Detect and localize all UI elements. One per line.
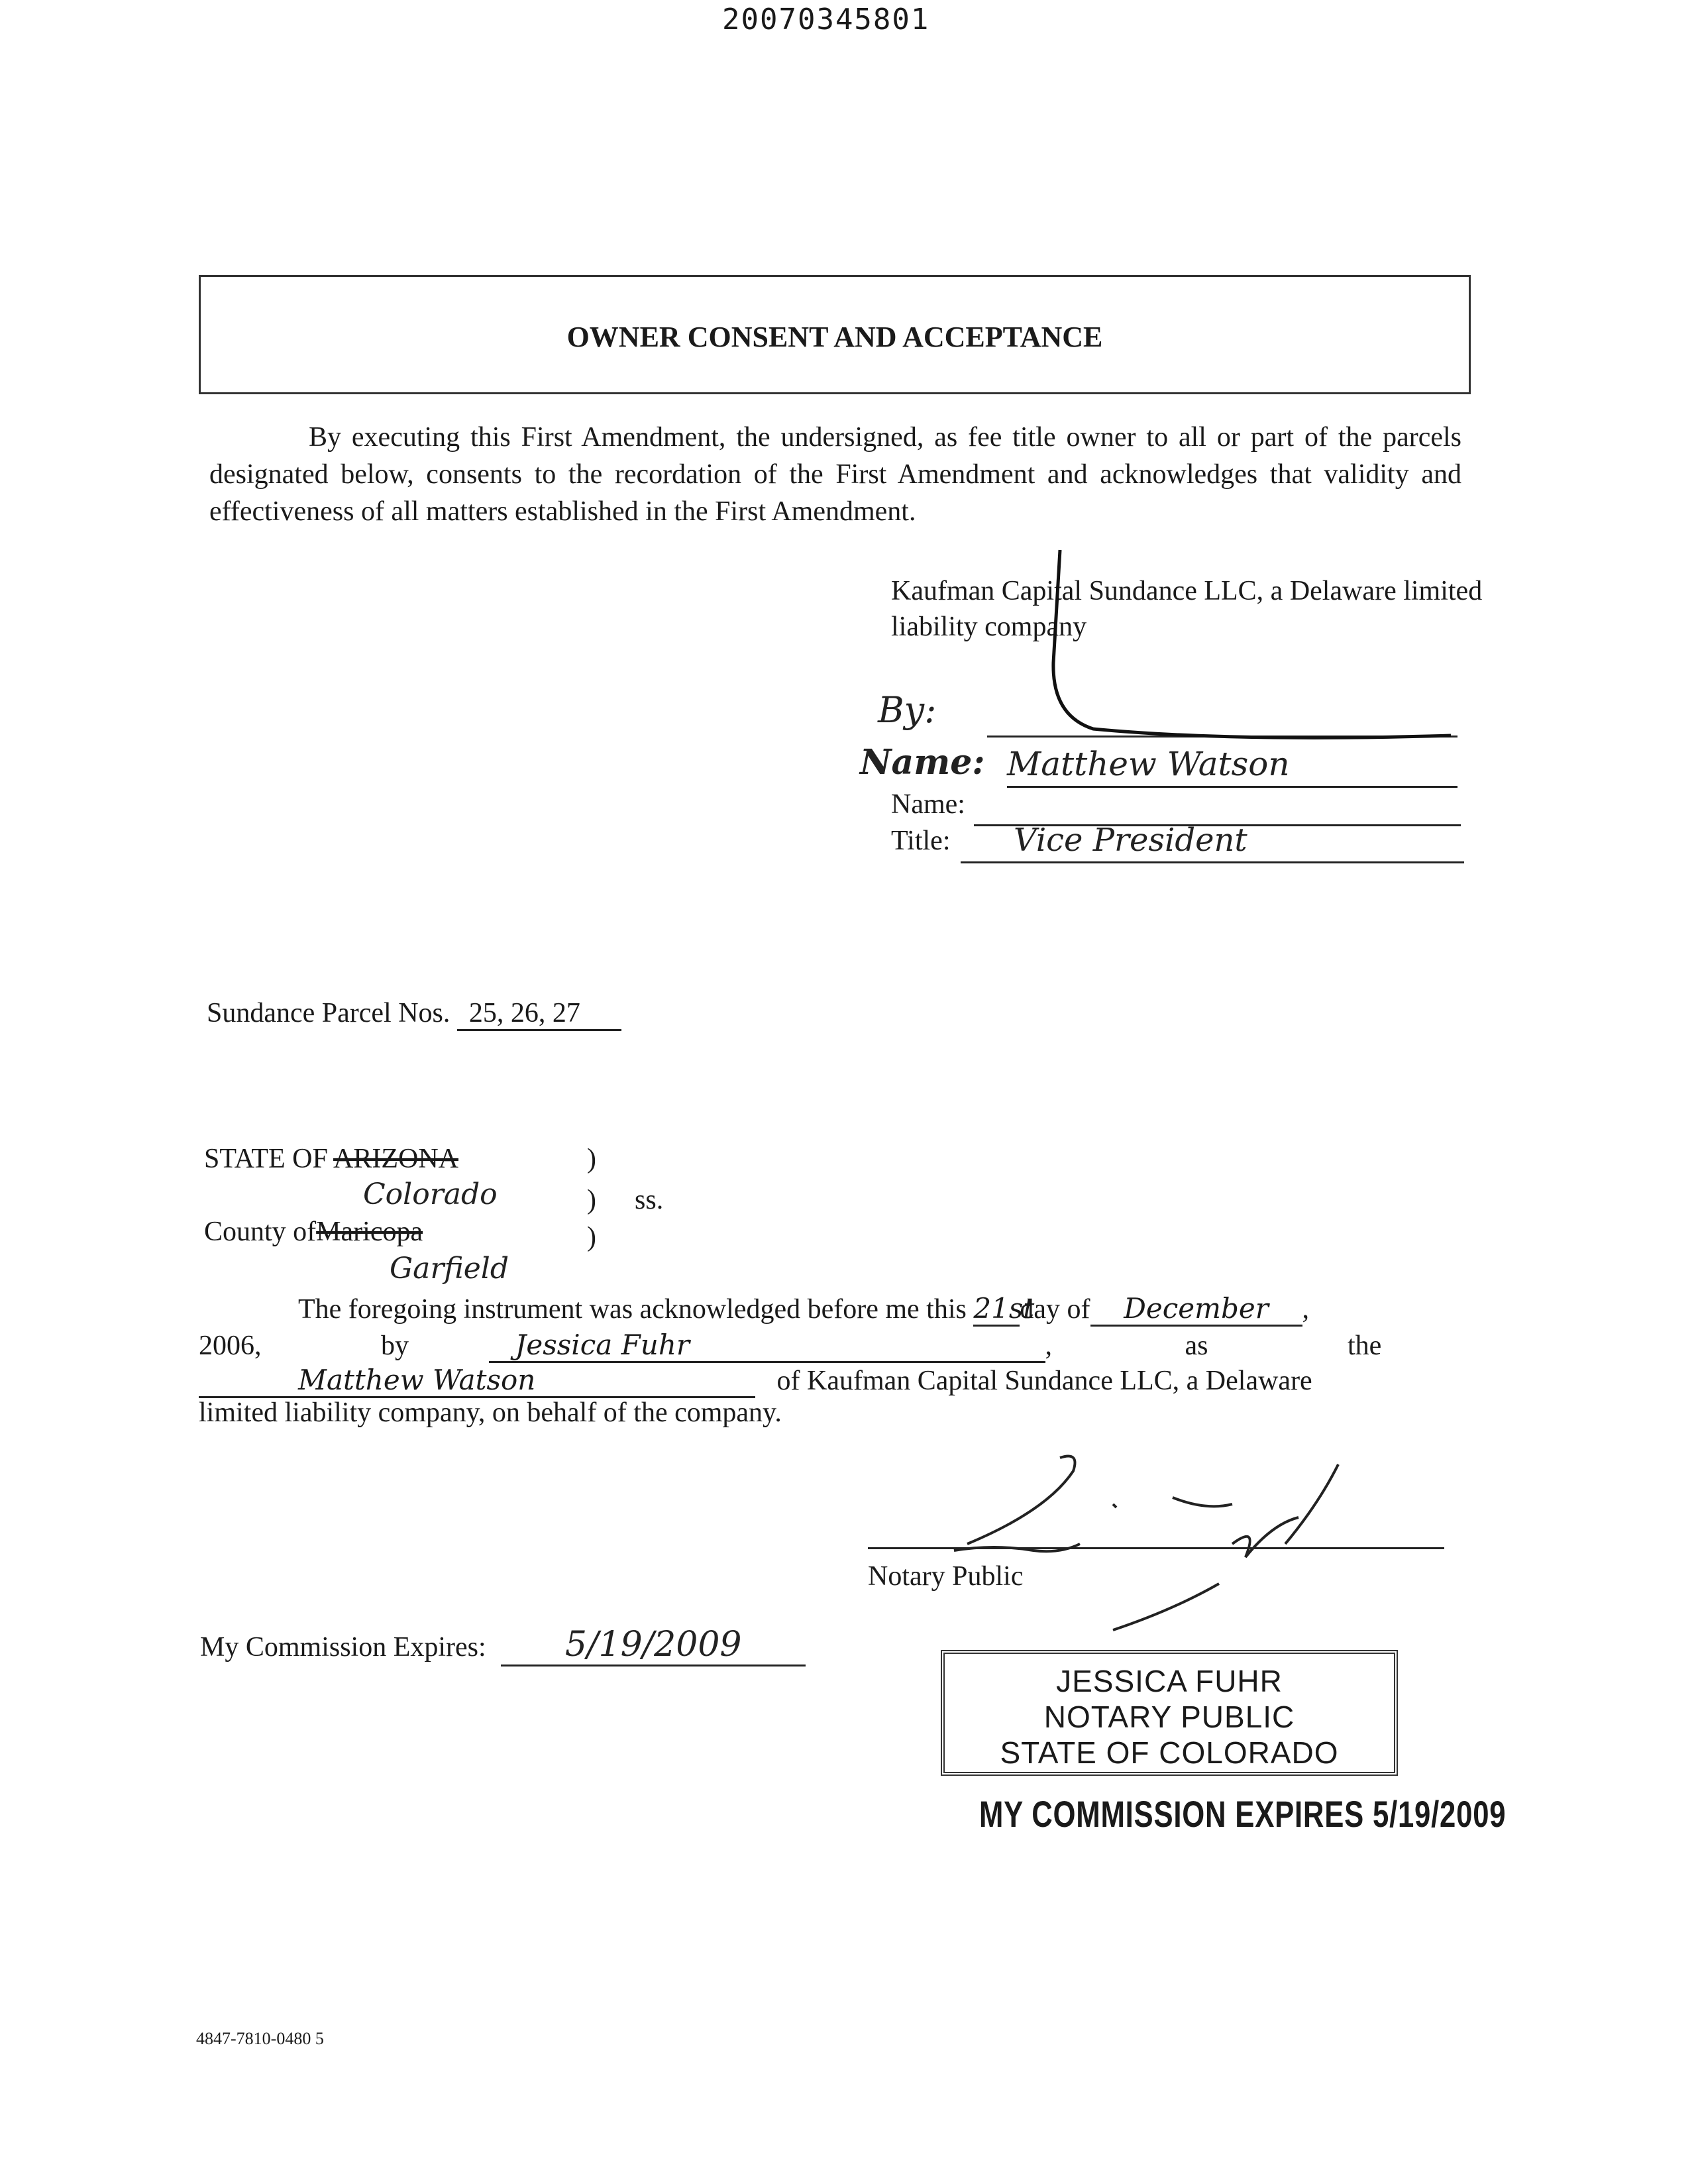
ack-day: 21st bbox=[973, 1292, 1020, 1327]
ack-line-1: The foregoing instrument was acknowledged before me this 21stday of December , bbox=[298, 1292, 1309, 1327]
ack-line-3 bbox=[199, 1364, 1451, 1398]
ack-text: The foregoing instrument was acknowledged before me this bbox=[298, 1294, 967, 1325]
ack-by: by bbox=[381, 1331, 409, 1361]
title-value-text: Vice President bbox=[1014, 822, 1247, 859]
name-handwritten-label: Name: bbox=[860, 742, 985, 783]
commission-value: 5/19/2009 bbox=[501, 1625, 806, 1666]
paren: ) bbox=[587, 1222, 596, 1252]
stamp-line-2: NOTARY PUBLIC bbox=[1043, 1700, 1295, 1734]
owner-entity: Kaufman Capital Sundance LLC, a Delaware limited liability company bbox=[891, 576, 1483, 642]
state-label: STATE OF bbox=[204, 1144, 328, 1174]
ss-label: ss. bbox=[635, 1185, 664, 1215]
stamp-line-3: STATE OF COLORADO bbox=[1000, 1735, 1339, 1770]
parcel-row bbox=[207, 997, 621, 1031]
commission-label: My Commission Expires: bbox=[200, 1632, 486, 1663]
title-box bbox=[199, 275, 1471, 394]
county-row bbox=[204, 1216, 423, 1248]
notary-signature-line bbox=[868, 1547, 1444, 1549]
parcel-label: Sundance Parcel Nos. bbox=[207, 998, 450, 1028]
ack-day-of: day of bbox=[1020, 1294, 1090, 1325]
by-label: By: bbox=[878, 689, 937, 731]
ack-year: 2006, bbox=[199, 1331, 262, 1361]
stamp-expiry: MY COMMISSION EXPIRES 5/19/2009 bbox=[979, 1793, 1507, 1835]
ack-line-2: 2006, by Jessica Fuhr , as the bbox=[199, 1329, 1451, 1363]
state-row bbox=[204, 1143, 458, 1175]
county-label: County of bbox=[204, 1217, 317, 1247]
parcel-values: 25, 26, 27 bbox=[457, 997, 621, 1031]
state-handwritten: Colorado bbox=[363, 1177, 498, 1211]
ack-signer: Jessica Fuhr bbox=[489, 1329, 1045, 1363]
state-struck: ARIZONA bbox=[333, 1144, 458, 1174]
ack-of-company: of Kaufman Capital Sundance LLC, a Delaware bbox=[776, 1366, 1312, 1396]
intro-paragraph: By executing this First Amendment, the undersigned, as fee title owner to all or part of the parcels designated below, consents to the recordation of the First Amendment and acknowledges that validity and effectiveness of all matters established in the First Amendment. bbox=[209, 422, 1461, 527]
ack-month: December bbox=[1090, 1292, 1302, 1327]
name-handwritten-value: Matthew Watson bbox=[1007, 745, 1458, 788]
ack-as: as bbox=[1185, 1331, 1208, 1361]
paren: ) bbox=[587, 1185, 596, 1215]
notary-label: Notary Public bbox=[868, 1561, 1024, 1592]
ack-the: the bbox=[1348, 1331, 1382, 1361]
ack-line-4: limited liability company, on behalf of the company. bbox=[199, 1397, 782, 1428]
owner-signature-mark bbox=[1034, 543, 1484, 755]
paren: ) bbox=[587, 1144, 596, 1174]
page-title: OWNER CONSENT AND ACCEPTANCE bbox=[566, 321, 1103, 353]
footer-code: 4847-7810-0480 5 bbox=[196, 2029, 324, 2048]
notary-stamp bbox=[941, 1650, 1398, 1776]
ack-officer: Matthew Watson bbox=[199, 1364, 755, 1398]
document-number: 20070345801 bbox=[722, 3, 930, 36]
title-value bbox=[961, 822, 1464, 863]
commission-row bbox=[200, 1625, 806, 1666]
title-label: Title: bbox=[891, 826, 951, 856]
venue-block bbox=[204, 1143, 734, 1302]
name-label: Name: bbox=[891, 789, 965, 820]
county-struck: Maricopa bbox=[316, 1217, 423, 1247]
notary-signature-mark bbox=[861, 1445, 1391, 1643]
stamp-line-1: JESSICA FUHR bbox=[1056, 1664, 1283, 1698]
county-handwritten: Garfield bbox=[390, 1252, 509, 1285]
